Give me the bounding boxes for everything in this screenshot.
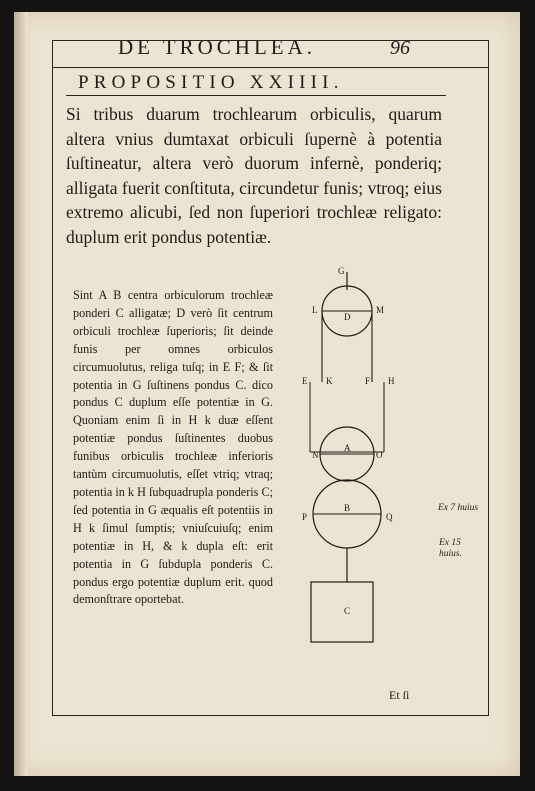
label-d: D: [344, 312, 351, 322]
header-rule: [52, 67, 489, 68]
margin-note-2: Ex 15 huius.: [439, 538, 462, 559]
label-l: L: [312, 305, 318, 315]
page-gutter-shadow: [14, 12, 28, 776]
running-header-title: DE TROCHLEA.: [117, 35, 317, 59]
label-q: Q: [386, 512, 393, 522]
label-k: K: [326, 376, 333, 386]
label-b: B: [344, 503, 351, 513]
catchword: Et ſi: [389, 688, 410, 702]
weight-c: [311, 582, 373, 642]
proposition-rule: [66, 95, 446, 96]
label-m: M: [376, 305, 385, 315]
margin-note-1: Ex 7 huius: [438, 503, 479, 513]
label-c: C: [344, 606, 351, 616]
label-h: H: [388, 376, 395, 386]
page-number: 96: [390, 37, 410, 59]
label-g: G: [338, 266, 345, 276]
label-n: N: [312, 450, 319, 460]
label-e: E: [302, 376, 308, 386]
label-a: A: [344, 443, 351, 453]
proposition-enunciation: Si tribus duarum trochlearum orbiculis, quarum altera vnius dumtaxat orbiculi ſupernè à potentia ſuſtineatur, altera verò duorum infernè, ponderiq; alligata fuerit conſtituta, circundetur funis; vtroq; eius extremo alicubi, ſed non ſuperiori trochleæ religato: duplum erit pondus potentiæ.: [66, 104, 442, 247]
label-p: P: [302, 512, 308, 522]
label-o: O: [376, 450, 383, 460]
proof-paragraph: Sint A B centra orbiculorum trochleæ ponderi C alligatæ; D verò ſit centrum orbiculi trochleæ ſuperioris; ſit deinde funis per omnes orbiculos circumuolutus, religa tuſq; in E F; & ſit potentia in G ſuſtinens pondus C. dico pondus C duplum eſſe potentiæ in G. Quoniam enim ſi in H k duæ eſſent potentiæ pondus ſuſtinentes duobus funibus orbiculis trochleæ inferioris tantùm circumuolutis, eſſet vtriq; vtraq; potentia in k H ſubquadrupla ponderis C; ſed potentia in G æqualis eſt potentiis in H k ſimul ſumptis; vniuſcuiuſq; enim potentiæ in H, & k dupla eſt: erit potentia in G ſubdupla ponderis C. pondus ergo potentiæ duplum erit. quod demonſtrare oportebat.: [73, 288, 273, 607]
proposition-title: PROPOSITIO XXIIII.: [78, 72, 344, 93]
label-f: F: [365, 376, 371, 386]
pulley-diagram: [290, 262, 430, 652]
